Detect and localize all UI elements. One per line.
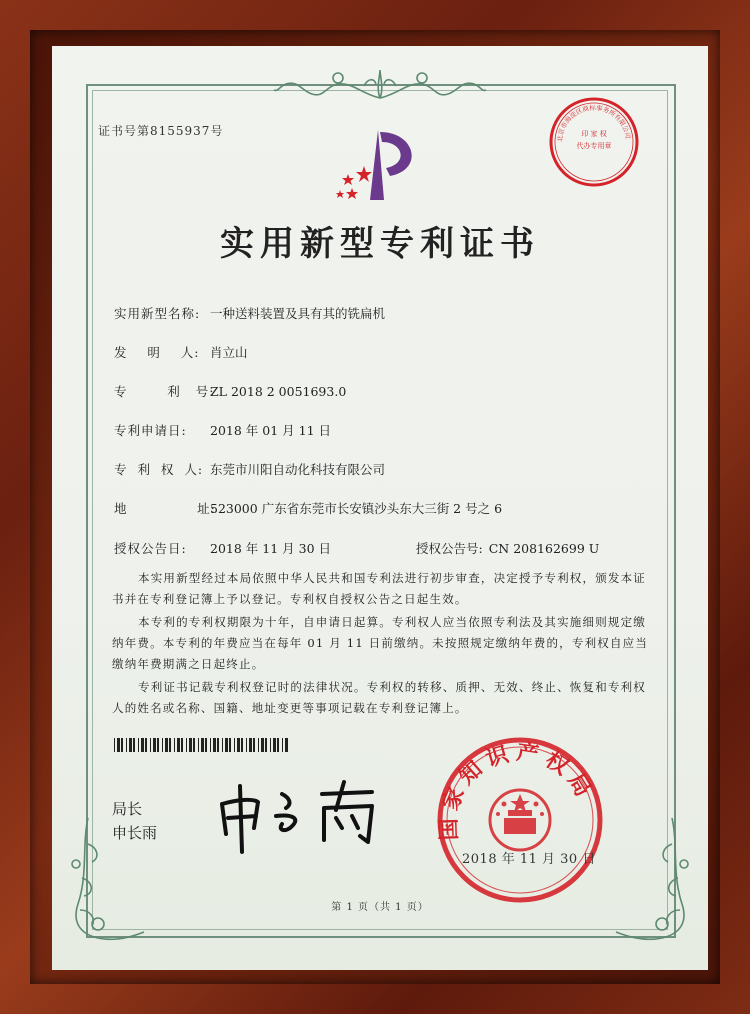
cnipa-logo-icon: [320, 126, 430, 206]
small-seal-inner: 代办专用章: [576, 142, 612, 150]
paragraph-3: 专利证书记载专利权登记时的法律状况。专利权的转移、质押、无效、终止、恢复和专利权人的姓名或名称、国籍、地址变更等事项记载在专利登记簿上。: [112, 680, 646, 715]
small-seal-text: 北京市海淀区商标事务所有限公司: [555, 103, 632, 143]
bottom-left-ornament-icon: [58, 814, 148, 944]
svg-text:印 家 权: 印 家 权: [581, 130, 607, 138]
certificate-number: 证书号第8155937号: [98, 124, 224, 138]
cnipa-seal-icon: [436, 736, 604, 904]
paragraph-1: 本实用新型经过本局依照中华人民共和国专利法进行初步审查，决定授予专利权，颁发本证书并在专利登记簿上予以登记。专利权自授权公告之日起生效。: [112, 571, 646, 606]
field-patentee: 专 利 权 人: 东莞市川阳自动化科技有限公司: [114, 462, 386, 477]
seal-date: 2018 年 11 月 30 日: [462, 852, 596, 867]
field-name: 实用新型名称: 一种送料装置及具有其的铣扁机: [114, 306, 386, 321]
field-grant-number: 授权公告号: CN 208162699 U: [416, 541, 600, 556]
seal-text: 国家知识产权局: [436, 739, 599, 841]
top-ornament-icon: [272, 64, 488, 104]
paragraph-2: 本专利的专利权期限为十年，自申请日起算。专利权人应当依照专利法及其实施细则规定缴纳年费。本专利的年费应当在每年 01 月 11 日前缴纳。未按照规定缴纳年费的，专利权自应当缴纳年费期满之日起终止。: [112, 615, 649, 671]
director-name: 申长雨: [112, 824, 158, 842]
director-signature-icon: [212, 764, 392, 854]
field-application-date: 专利申请日: 2018 年 01 月 11 日: [114, 423, 331, 438]
field-address: 地 址:523000 广东省东莞市长安镇沙头东大三街 2 号之 6: [114, 501, 503, 516]
director-title: 局长: [112, 800, 143, 818]
certificate-paper: [52, 46, 708, 970]
barcode-icon: [114, 738, 290, 752]
agency-seal-icon: [548, 96, 640, 188]
field-patent-no: 专 利 号:ZL 2018 2 0051693.0: [114, 384, 347, 399]
page-number: 第 1 页（共 1 页）: [331, 902, 429, 913]
field-grant-date: 授权公告日: 2018 年 11 月 30 日: [114, 541, 331, 556]
field-inventor: 发 明 人: 肖立山: [114, 345, 248, 360]
bottom-right-ornament-icon: [612, 814, 702, 944]
certificate-title: 实用新型专利证书: [220, 224, 540, 264]
